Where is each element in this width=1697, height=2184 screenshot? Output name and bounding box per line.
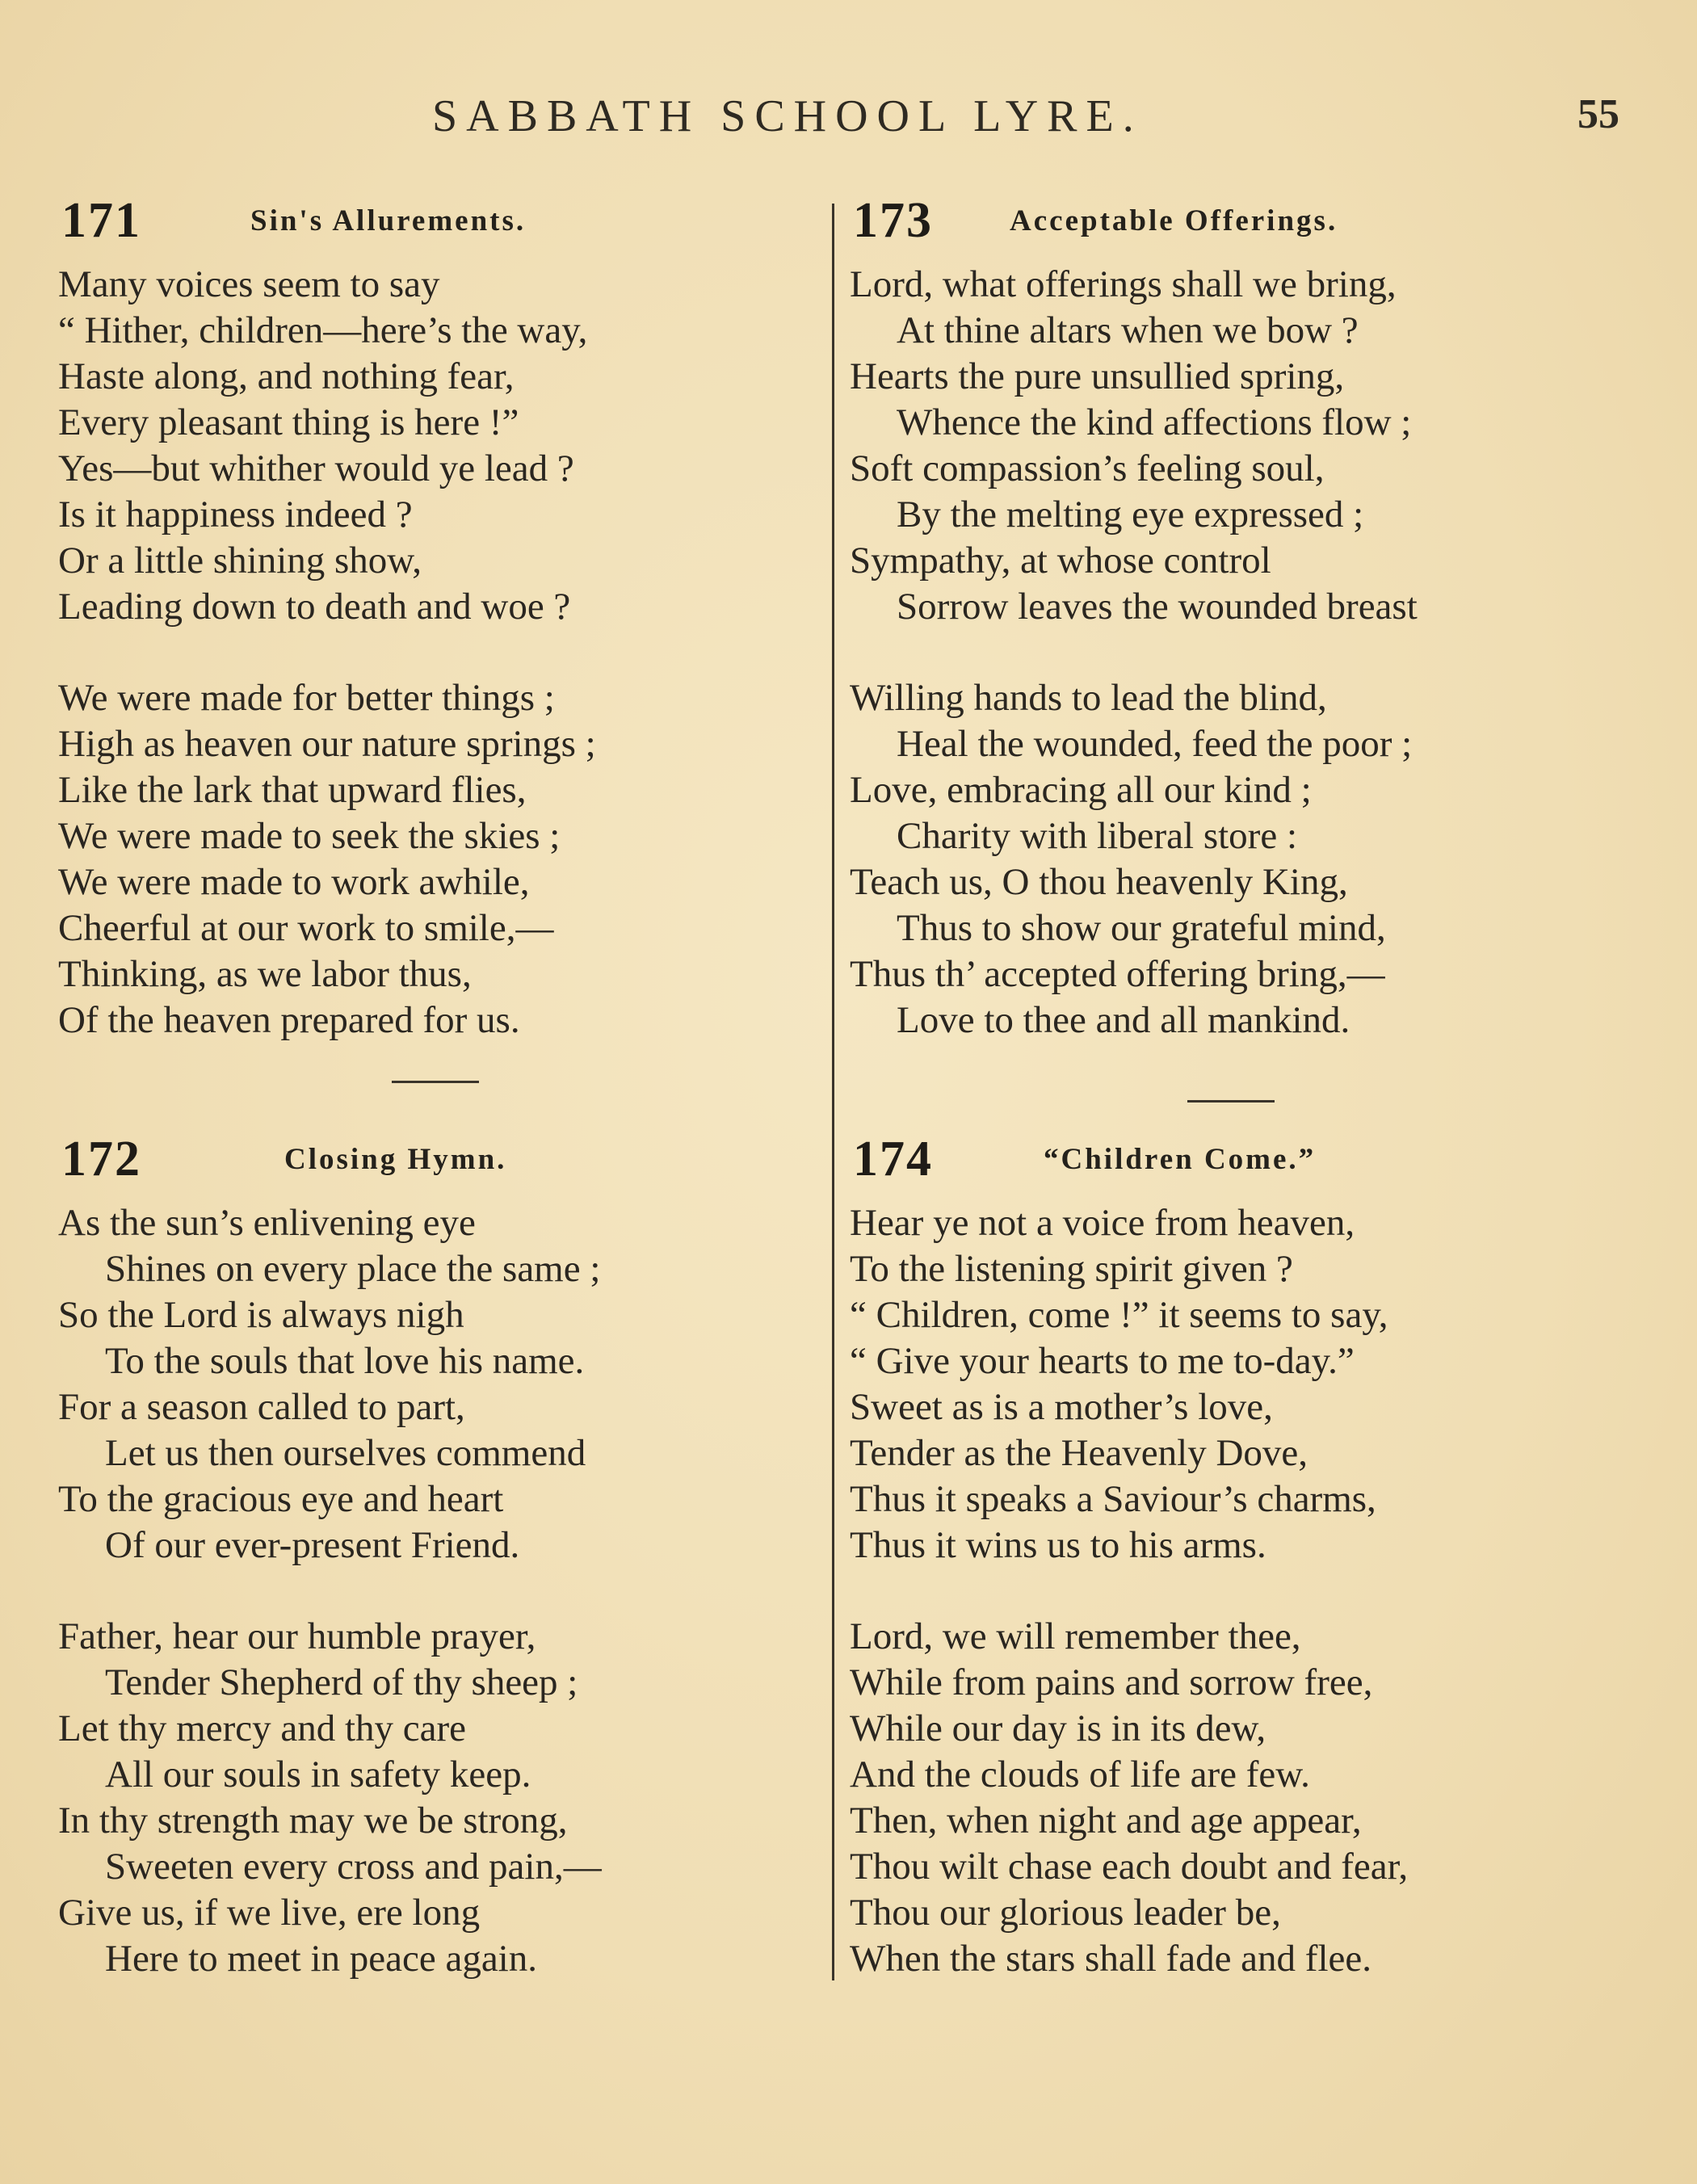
verse-line: Thou wilt chase each doubt and fear, xyxy=(850,1846,1409,1888)
verse-line: Many voices seem to say xyxy=(58,263,440,305)
stanza xyxy=(850,1200,1625,1569)
verse-line: Lord, what offerings shall we bring, xyxy=(850,263,1397,305)
verse-line: “ Hither, children—here’s the way, xyxy=(58,309,588,351)
verse-line: In thy strength may we be strong, xyxy=(58,1800,568,1842)
hymn-number: 171 xyxy=(61,193,141,248)
verse-line: All our souls in safety keep. xyxy=(105,1754,531,1796)
verse-line: Tender Shepherd of thy sheep ; xyxy=(105,1661,578,1703)
hymn-171 xyxy=(58,192,834,1044)
verse-line: By the melting eye expressed ; xyxy=(897,494,1364,536)
verse-line: Love to thee and all mankind. xyxy=(897,999,1350,1041)
verse-line: Thus th’ accepted offering bring,— xyxy=(850,953,1385,995)
running-title: SABBATH SCHOOL LYRE. xyxy=(432,91,1143,141)
hymn-174 xyxy=(850,1131,1625,1982)
verse-line: And the clouds of life are few. xyxy=(850,1754,1310,1796)
verse-line: When the stars shall fade and flee. xyxy=(850,1938,1371,1980)
verse-line: Willing hands to lead the blind, xyxy=(850,677,1327,719)
verse-line: Let thy mercy and thy care xyxy=(58,1707,467,1749)
verse-line: Shines on every place the same ; xyxy=(105,1248,601,1290)
verse-line: Lord, we will remember thee, xyxy=(850,1615,1301,1657)
stanza xyxy=(850,262,1625,630)
verse-line: Sympathy, at whose control xyxy=(850,540,1271,582)
verse-line: Give us, if we live, ere long xyxy=(58,1892,481,1934)
verse-line: Sweeten every cross and pain,— xyxy=(105,1846,602,1888)
verse-line: Haste along, and nothing fear, xyxy=(58,355,515,397)
hymn-heading xyxy=(58,192,834,249)
verse-line: To the listening spirit given ? xyxy=(850,1248,1293,1290)
verse-line: So the Lord is always nigh xyxy=(58,1294,464,1336)
verse-line: We were made to work awhile, xyxy=(58,861,530,903)
verse-line: Is it happiness indeed ? xyxy=(58,494,413,536)
verse-line: Like the lark that upward flies, xyxy=(58,769,527,811)
stanza xyxy=(850,675,1625,1044)
verse-line: Sorrow leaves the wounded breast xyxy=(897,586,1418,628)
verse-line: While our day is in its dew, xyxy=(850,1707,1266,1749)
verse-line: Love, embracing all our kind ; xyxy=(850,769,1312,811)
verse-line: Whence the kind affections flow ; xyxy=(897,401,1412,443)
verse-line: “ Children, come !” it seems to say, xyxy=(850,1294,1388,1336)
verse-line: We were made for better things ; xyxy=(58,677,555,719)
hymn-number: 172 xyxy=(61,1132,141,1186)
stanza xyxy=(58,1200,834,1569)
verse-line: Tender as the Heavenly Dove, xyxy=(850,1432,1308,1474)
verse-line: Cheerful at our work to smile,— xyxy=(58,907,554,949)
hymn-173 xyxy=(850,192,1625,1044)
verse-line: Thou our glorious leader be, xyxy=(850,1892,1281,1934)
stanza xyxy=(58,262,834,630)
verse-line: While from pains and sorrow free, xyxy=(850,1661,1373,1703)
verse-line: Heal the wounded, feed the poor ; xyxy=(897,723,1413,765)
verse-line: Thus it speaks a Saviour’s charms, xyxy=(850,1478,1376,1520)
verse-line: Of the heaven prepared for us. xyxy=(58,999,520,1041)
page-number: 55 xyxy=(1577,91,1619,137)
verse-line: Charity with liberal store : xyxy=(897,815,1298,857)
verse-line: Or a little shining show, xyxy=(58,540,422,582)
hymn-172 xyxy=(58,1131,834,1982)
hymn-heading xyxy=(58,1131,834,1187)
hymn-title: Acceptable Offerings. xyxy=(1010,204,1338,237)
verse-line: High as heaven our nature springs ; xyxy=(58,723,596,765)
verse-line: Then, when night and age appear, xyxy=(850,1800,1362,1842)
verse-line: Let us then ourselves commend xyxy=(105,1432,586,1474)
verse-line: Here to meet in peace again. xyxy=(105,1938,537,1980)
stanza xyxy=(58,1614,834,1982)
verse-line: Soft compassion’s feeling soul, xyxy=(850,447,1325,489)
verse-line: Hear ye not a voice from heaven, xyxy=(850,1202,1355,1244)
stanza xyxy=(58,675,834,1044)
verse-line: Thinking, as we labor thus, xyxy=(58,953,472,995)
verse-line: Yes—but whither would ye lead ? xyxy=(58,447,574,489)
verse-line: Thus to show our grateful mind, xyxy=(897,907,1386,949)
hymn-title: Closing Hymn. xyxy=(284,1143,507,1176)
hymn-heading xyxy=(850,192,1625,249)
verse-line: Of our ever-present Friend. xyxy=(105,1524,520,1566)
hymn-title: “Children Come.” xyxy=(1044,1143,1317,1176)
hymn-title: Sin's Allurements. xyxy=(250,204,527,237)
verse-line: Leading down to death and woe ? xyxy=(58,586,571,628)
verse-line: We were made to seek the skies ; xyxy=(58,815,561,857)
hymn-number: 174 xyxy=(853,1132,933,1186)
verse-line: To the gracious eye and heart xyxy=(58,1478,504,1520)
verse-line: Teach us, O thou heavenly King, xyxy=(850,861,1348,903)
verse-line: Father, hear our humble prayer, xyxy=(58,1615,536,1657)
verse-line: Every pleasant thing is here !” xyxy=(58,401,519,443)
verse-line: “ Give your hearts to me to-day.” xyxy=(850,1340,1355,1382)
verse-line: Thus it wins us to his arms. xyxy=(850,1524,1266,1566)
stanza xyxy=(850,1614,1625,1982)
verse-line: Sweet as is a mother’s love, xyxy=(850,1386,1273,1428)
hymn-number: 173 xyxy=(853,193,933,248)
hymn-heading xyxy=(850,1131,1625,1187)
verse-line: As the sun’s enlivening eye xyxy=(58,1202,476,1244)
section-rule xyxy=(1187,1100,1275,1102)
verse-line: For a season called to part, xyxy=(58,1386,465,1428)
verse-line: To the souls that love his name. xyxy=(105,1340,585,1382)
section-rule xyxy=(392,1081,479,1083)
verse-line: Hearts the pure unsullied spring, xyxy=(850,355,1345,397)
verse-line: At thine altars when we bow ? xyxy=(897,309,1359,351)
